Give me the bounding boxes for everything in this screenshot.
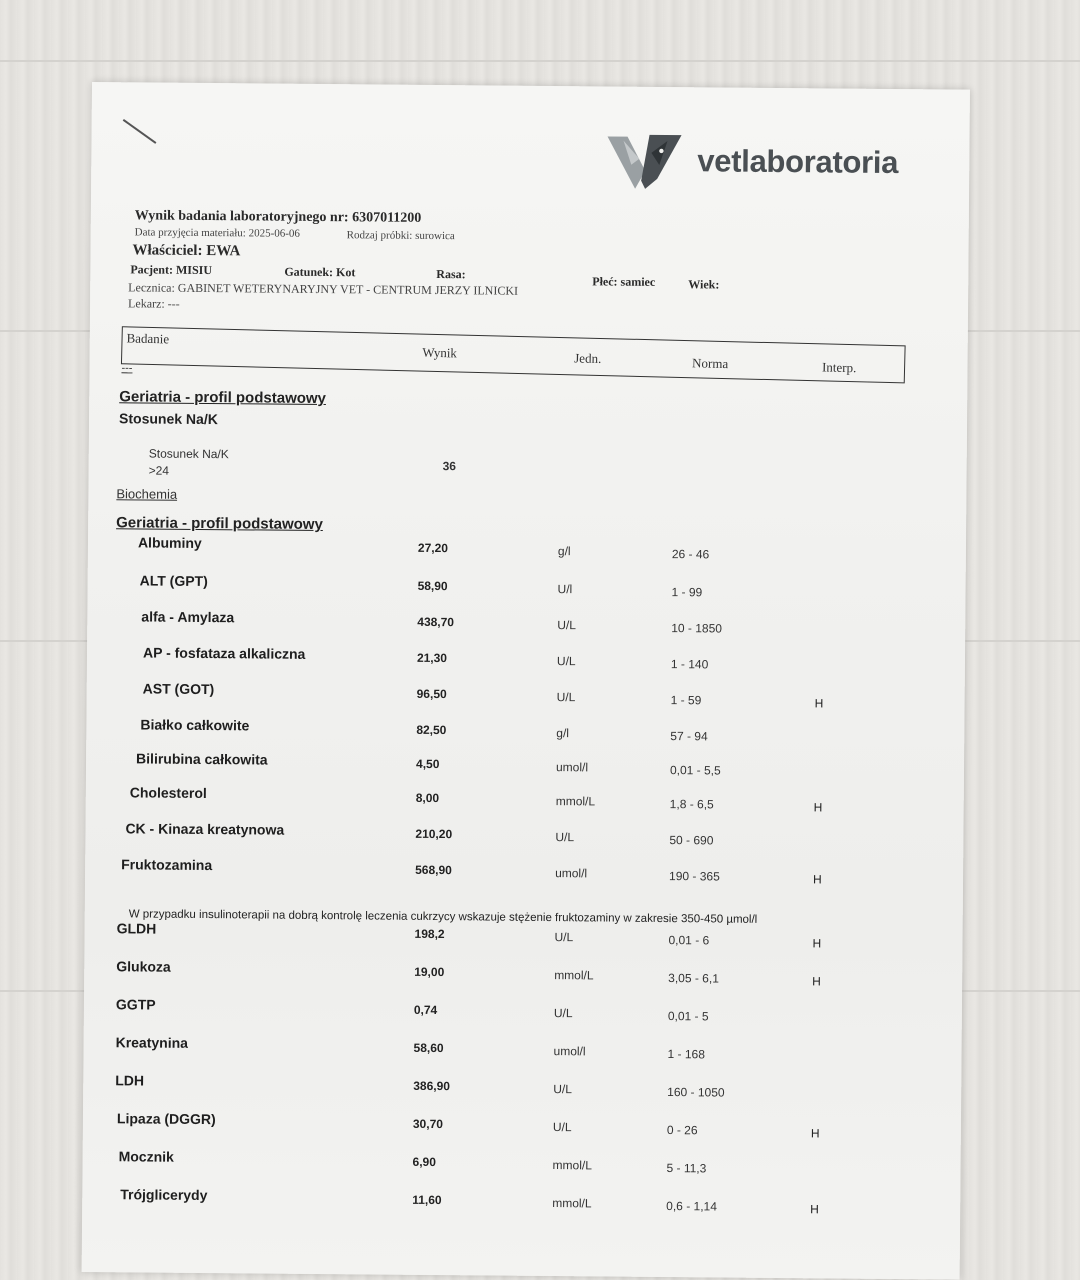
test-norm: 1 - 59 <box>670 693 702 708</box>
test-unit: mmol/L <box>552 1196 592 1211</box>
sample-type: Rodzaj próbki: surowica <box>346 229 455 243</box>
test-name: Albuminy <box>137 534 202 551</box>
table-row <box>85 856 963 887</box>
test-norm: 0 - 26 <box>666 1123 698 1138</box>
test-interp: H <box>812 974 821 989</box>
test-value: 198,2 <box>414 926 445 942</box>
test-unit: umol/l <box>555 760 589 775</box>
test-value: 58,60 <box>413 1040 444 1056</box>
test-norm: 26 - 46 <box>671 547 710 562</box>
test-unit: U/L <box>554 930 574 945</box>
test-value: 30,70 <box>412 1116 444 1132</box>
test-name: ALT (GPT) <box>139 572 208 590</box>
test-norm: 190 - 365 <box>669 869 720 884</box>
age: Wiek: <box>688 277 720 292</box>
test-norm: 5 - 11,3 <box>666 1161 707 1176</box>
test-norm: 0,6 - 1,14 <box>666 1199 717 1214</box>
section-title-geriatria-2: Geriatria - profil podstawowy <box>116 514 323 534</box>
test-unit: g/l <box>557 544 571 559</box>
table-header <box>121 326 906 383</box>
test-norm: 160 - 1050 <box>667 1085 725 1100</box>
table-row <box>87 608 965 636</box>
clinic: Lecznica: GABINET WETERYNARYJNY VET - CENTRUM JERZY ILNICKI <box>128 280 519 298</box>
table-row <box>88 572 966 600</box>
na-k-item-norm: >24 <box>148 463 170 478</box>
test-value: 4,50 <box>416 756 440 772</box>
test-name: Glukoza <box>116 958 171 975</box>
test-name: CK - Kinaza kreatynowa <box>125 820 285 838</box>
table-row <box>83 1148 961 1176</box>
col-interp: Interp. <box>821 359 857 376</box>
test-value: 6,90 <box>412 1154 437 1170</box>
dashes: --- <box>121 362 133 375</box>
table-row <box>82 1186 960 1217</box>
na-k-item-name: Stosunek Na/K <box>148 446 229 462</box>
table-row <box>88 534 966 562</box>
test-unit: U/L <box>553 1006 573 1021</box>
breed: Rasa: <box>436 267 466 282</box>
test-value: 96,50 <box>416 686 447 702</box>
test-name: Kreatynina <box>115 1034 189 1051</box>
test-norm: 57 - 94 <box>670 729 708 744</box>
test-unit: U/L <box>555 830 575 845</box>
test-norm: 3,05 - 6,1 <box>668 971 719 986</box>
test-value: 58,90 <box>417 578 448 594</box>
table-row <box>83 1072 961 1100</box>
test-unit: mmol/L <box>555 794 596 809</box>
test-value: 438,70 <box>417 614 455 630</box>
patient: Pacjent: MISIU <box>130 262 213 278</box>
table-row <box>87 644 965 672</box>
test-name: Lipaza (DGGR) <box>116 1110 216 1128</box>
test-unit: umol/l <box>553 1044 586 1059</box>
fructosamine-note: W przypadku insulinoterapii na dobrą kontrolę leczenia cukrzycy wskazuje stężenie fruktozaminy w zakresie 350-450 µmol/l <box>128 908 758 926</box>
test-value: 21,30 <box>416 650 448 666</box>
col-badanie: Badanie <box>126 330 170 347</box>
test-value: 0,74 <box>413 1002 438 1018</box>
test-name: AP - fosfataza alkaliczna <box>142 644 306 662</box>
test-unit: mmol/L <box>554 968 594 983</box>
test-name: LDH <box>115 1072 145 1089</box>
test-name: alfa - Amylaza <box>141 608 235 626</box>
test-name: Mocznik <box>118 1148 174 1165</box>
section-title-geriatria-1: Geriatria - profil podstawowy <box>119 388 327 408</box>
test-unit: umol/l <box>555 866 588 881</box>
test-interp: H <box>810 1126 820 1141</box>
test-unit: g/l <box>556 726 570 741</box>
species: Gatunek: Kot <box>284 264 356 280</box>
test-name: AST (GOT) <box>142 680 215 698</box>
test-value: 8,00 <box>415 790 440 806</box>
test-norm: 1 - 168 <box>667 1047 705 1062</box>
table-row <box>85 920 963 951</box>
test-value: 568,90 <box>415 862 452 878</box>
col-norma: Norma <box>691 355 729 372</box>
table-row <box>84 996 962 1024</box>
test-norm: 1 - 140 <box>670 657 709 672</box>
logo <box>605 130 898 193</box>
col-wynik: Wynik <box>422 344 458 361</box>
test-value: 27,20 <box>417 540 449 556</box>
test-norm: 1,8 - 6,5 <box>669 797 714 812</box>
test-unit: U/l <box>557 582 573 597</box>
test-norm: 1 - 99 <box>671 585 703 600</box>
test-name: GLDH <box>116 920 157 937</box>
test-norm: 10 - 1850 <box>671 621 723 636</box>
test-interp: H <box>814 696 824 711</box>
pen-mark <box>123 119 157 144</box>
intake-date: Data przyjęcia materiału: 2025-06-06 <box>134 226 300 240</box>
test-norm: 0,01 - 6 <box>668 933 710 948</box>
test-norm: 0,01 - 5,5 <box>669 763 721 778</box>
section-subtitle-na-k: Stosunek Na/K <box>118 410 218 428</box>
test-value: 82,50 <box>416 722 447 738</box>
test-interp: H <box>813 800 823 815</box>
test-unit: U/L <box>553 1082 572 1097</box>
logo-text: vetlaboratoria <box>697 143 899 181</box>
test-unit: U/L <box>556 654 576 669</box>
table-row <box>86 716 964 744</box>
test-unit: U/L <box>552 1120 572 1135</box>
test-value: 210,20 <box>415 826 453 842</box>
test-interp: H <box>812 936 822 951</box>
test-value: 386,90 <box>413 1078 451 1094</box>
biochemia-label: Biochemia <box>116 486 178 502</box>
test-norm: 50 - 690 <box>669 833 714 848</box>
test-name: Bilirubina całkowita <box>136 750 268 768</box>
test-unit: U/L <box>557 618 577 633</box>
table-row <box>83 1110 961 1141</box>
table-row <box>85 820 963 848</box>
test-unit: U/L <box>556 690 576 705</box>
test-name: Trójglicerydy <box>120 1186 208 1204</box>
test-name: Białko całkowite <box>140 716 250 734</box>
na-k-item-value: 36 <box>442 459 457 474</box>
test-value: 11,60 <box>412 1192 442 1208</box>
table-row <box>86 750 964 778</box>
lab-report-sheet <box>82 82 970 1280</box>
test-unit: mmol/L <box>552 1158 592 1173</box>
col-jedn: Jedn. <box>574 350 602 366</box>
owner: Właściciel: EWA <box>132 242 241 260</box>
test-value: 19,00 <box>414 964 445 980</box>
report-title: Wynik badania laboratoryjnego nr: 6307011200 <box>134 208 422 226</box>
table-row <box>87 680 965 711</box>
test-norm: 0,01 - 5 <box>667 1009 709 1024</box>
table-row <box>84 1034 962 1062</box>
vetlaboratoria-logo-icon <box>605 130 692 191</box>
test-interp: H <box>813 872 822 887</box>
sex: Płeć: samiec <box>592 274 656 289</box>
table-row <box>84 958 962 989</box>
test-interp: H <box>810 1202 819 1217</box>
test-name: Cholesterol <box>129 784 207 802</box>
test-name: GGTP <box>115 996 156 1013</box>
table-row <box>86 784 964 815</box>
doctor: Lekarz: --- <box>128 296 180 311</box>
test-name: Fruktozamina <box>121 856 213 874</box>
